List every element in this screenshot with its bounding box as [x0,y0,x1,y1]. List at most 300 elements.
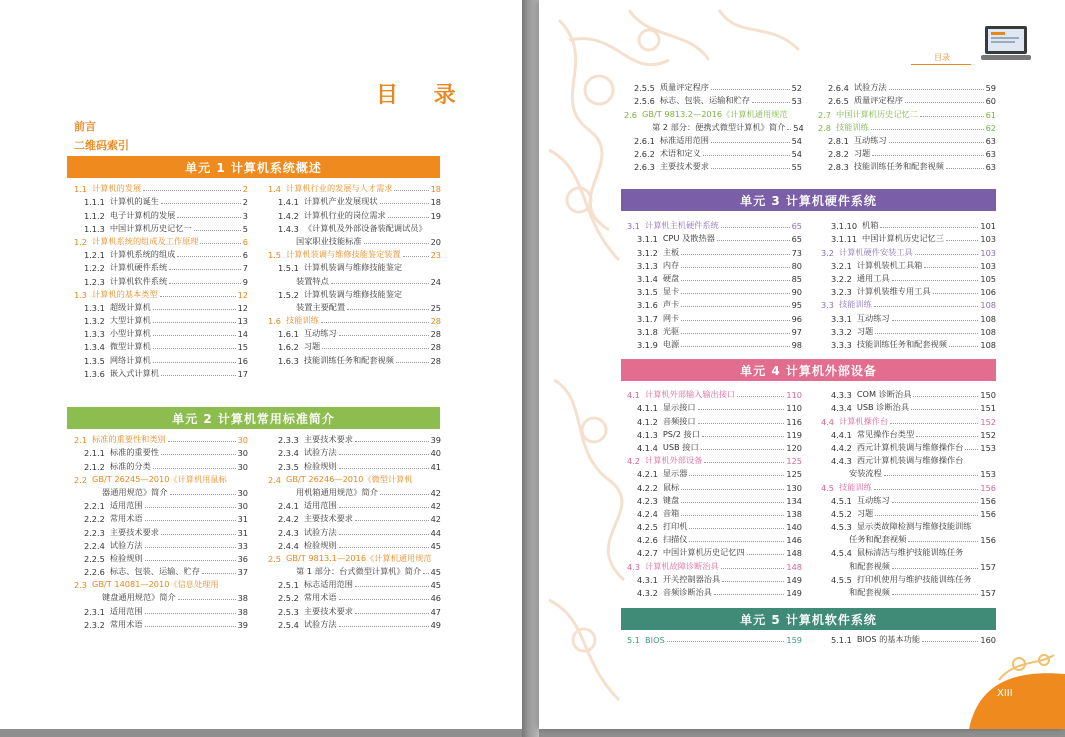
toc-entry-title: 主要技术要求 [303,513,353,524]
toc-entry-title: 中国计算机历史记忆三 [862,233,944,244]
toc-entry-page: 15 [237,342,248,353]
toc-entry-number: 2.1 [74,435,88,446]
toc-entry[interactable] [74,221,248,234]
toc-entry[interactable] [74,472,248,485]
toc-entry[interactable] [821,479,996,492]
toc-entry-title: 打印机使用与维护技能训练任务 [856,573,972,584]
toc-entry[interactable] [268,445,441,458]
toc-entry[interactable] [268,339,441,352]
toc-entry-page: 73 [791,247,802,258]
toc-entry[interactable] [74,326,248,339]
dot-leader [701,449,785,450]
toc-entry[interactable] [627,400,802,413]
toc-entry[interactable] [74,538,248,551]
unit5-band: 单元 5 计算机软件系统 [621,608,996,630]
toc-entry[interactable] [268,300,441,313]
toc-entry[interactable] [818,106,996,119]
toc-entry[interactable] [627,271,802,284]
qrcode-index-entry[interactable]: 二维码索引 [74,139,129,152]
toc-title: 目 录 [376,83,470,108]
toc-entry-number: 2.8.3 [828,162,849,173]
toc-entry-number: 3.3.3 [831,339,852,350]
toc-entry-number: 4.5 [821,482,835,493]
toc-entry[interactable] [268,458,441,471]
toc-entry-title: 显示类故障检测与维修技能训练 [856,521,972,532]
toc-entry[interactable] [268,273,441,286]
toc-entry-number: 3.2.2 [831,273,852,284]
toc-entry-number: 3.1.11 [831,234,858,245]
toc-entry[interactable] [627,297,802,310]
toc-entry[interactable] [821,244,996,257]
toc-entry-page: 38 [237,593,248,604]
toc-entry[interactable] [821,400,996,413]
toc-entry[interactable] [74,603,248,616]
preface-entry[interactable]: 前言 [74,120,96,133]
toc-entry-number: 1.5 [268,250,282,261]
toc-entry[interactable] [74,260,248,273]
toc-entry-number: 1.3.6 [84,368,105,379]
dot-leader [178,599,236,600]
toc-entry-title: 标志适用范围 [303,579,353,590]
toc-entry[interactable] [821,337,996,350]
toc-entry[interactable] [268,352,441,365]
toc-entry[interactable] [821,258,996,271]
toc-entry-number: 2.4.2 [278,514,299,525]
toc-entry[interactable] [821,532,996,545]
toc-entry[interactable] [74,234,248,247]
toc-entry-title: 计算机操作台 [839,415,889,426]
dot-leader [892,320,979,321]
toc-entry-title: 标志、包装、运输、贮存 [109,566,200,577]
toc-entry-number: 1.6.1 [278,329,299,340]
toc-entry[interactable] [268,234,441,247]
toc-entry-title: 计算机产业发展现状 [303,196,378,207]
toc-entry-page: 97 [791,326,802,337]
toc-entry-page: 30 [237,448,248,459]
toc-entry[interactable] [74,339,248,352]
dot-leader [681,346,789,347]
toc-entry-page: 12 [237,302,248,313]
toc-entry-number: 2.8.1 [828,135,849,146]
dot-leader [946,168,984,169]
toc-entry[interactable] [627,532,802,545]
toc-entry[interactable] [821,545,996,558]
dot-leader [787,129,791,130]
toc-entry[interactable] [821,440,996,453]
toc-entry-title: 微型计算机 [109,341,151,352]
toc-entry-title: 试验方法 [109,539,143,550]
dot-leader [721,227,790,228]
toc-entry[interactable] [627,258,802,271]
toc-entry-page: 9 [242,276,248,287]
toc-entry-title: 显示器 [662,468,688,479]
toc-entry[interactable] [74,564,248,577]
toc-entry[interactable] [268,538,441,551]
dot-leader [880,227,978,228]
toc-entry-number: 2.6.5 [828,96,849,107]
dot-leader [704,462,784,463]
toc-entry-page: 103 [980,234,996,245]
toc-entry-title: 常用术语 [109,513,143,524]
toc-entry-number: 1.2.3 [84,276,105,287]
dot-leader [169,283,241,284]
toc-entry-page: 6 [242,250,248,261]
toc-entry[interactable] [268,287,441,300]
toc-entry[interactable] [268,472,441,485]
toc-entry-number: 2.5.5 [634,83,655,94]
dot-leader [689,541,784,542]
toc-entry-number: 2.4.3 [278,527,299,538]
dot-leader [889,142,984,143]
toc-entry[interactable] [627,558,802,571]
toc-entry[interactable] [268,326,441,339]
toc-entry-title: 显示接口 [662,402,696,413]
toc-entry[interactable] [627,466,802,479]
toc-entry[interactable] [74,273,248,286]
dot-leader [200,243,240,244]
toc-entry-page: 41 [430,461,441,472]
toc-entry[interactable] [268,617,441,630]
toc-entry[interactable] [74,300,248,313]
unit5-col2 [821,632,996,645]
toc-entry-title: 开关控制器治具 [662,573,721,584]
toc-entry[interactable] [627,453,802,466]
toc-entry-number: 3.2 [821,247,835,258]
toc-entry-title: 计算机硬件安装工具 [839,246,913,257]
dot-leader [161,454,236,455]
dot-leader [681,333,789,334]
toc-entry-title: 标准的重要性 [109,447,159,458]
dot-leader [331,283,429,284]
toc-entry[interactable] [627,427,802,440]
toc-entry-title: 光驱 [662,325,680,336]
toc-entry-title: PS/2 接口 [662,428,700,439]
toc-entry[interactable] [821,632,996,645]
toc-entry-page: 14 [237,329,248,340]
toc-entry-page: 119 [786,429,802,440]
toc-entry-number: 4.2.7 [637,548,658,559]
toc-entry[interactable] [818,159,996,172]
dot-leader [920,116,984,117]
toc-entry-title: 主要技术要求 [659,161,709,172]
dot-leader [924,267,978,268]
toc-entry[interactable] [74,352,248,365]
toc-entry[interactable] [627,632,802,645]
header-rule [911,64,971,65]
toc-entry[interactable] [74,181,248,194]
toc-entry[interactable] [624,120,802,133]
toc-entry-page: 160 [980,635,996,646]
toc-entry-title: 网络计算机 [109,354,151,365]
toc-entry[interactable] [627,337,802,350]
dot-leader [874,489,979,490]
toc-entry[interactable] [74,287,248,300]
toc-entry-page: 53 [791,96,802,107]
toc-entry-title: 互动练习 [303,328,337,339]
toc-entry-title: 计算机故障诊断治具 [645,560,719,571]
toc-entry[interactable] [627,440,802,453]
toc-entry-page: 125 [786,469,802,480]
toc-entry-title: 习题 [856,325,874,336]
toc-entry-number: 2.5.2 [278,593,299,604]
toc-entry-title: 键盘通用规范》简介 [102,592,176,603]
toc-entry-number: 5.1.1 [831,635,852,646]
toc-entry[interactable] [821,466,996,479]
toc-entry-number: 3.1.1 [637,234,658,245]
toc-entry-page: 149 [786,588,802,598]
toc-entry-page: 152 [980,416,996,427]
toc-entry[interactable] [627,218,802,231]
toc-entry[interactable] [627,231,802,244]
toc-entry[interactable] [624,133,802,146]
unit3-col1 [627,218,802,350]
dot-leader [355,613,429,614]
dot-leader [322,348,428,349]
toc-entry[interactable] [627,387,802,400]
toc-entry[interactable] [821,572,996,585]
toc-entry-title: 试验方法 [303,618,337,629]
toc-entry-number: 3.3 [821,300,835,311]
toc-entry-page: 44 [430,527,441,538]
toc-entry[interactable] [268,551,441,564]
toc-entry[interactable] [268,590,441,603]
toc-entry-title: 主要技术要求 [303,434,353,445]
toc-entry[interactable] [268,485,441,498]
toc-entry-title: 技能训练任务和配套视频 [303,354,394,365]
toc-entry-page: 40 [430,448,441,459]
toc-entry-number: 2.2.5 [84,553,105,564]
dot-leader [681,267,789,268]
toc-entry[interactable] [821,297,996,310]
toc-entry[interactable] [821,413,996,426]
dot-leader [339,534,429,535]
toc-entry[interactable] [268,313,441,326]
toc-entry-page: 42 [430,501,441,512]
toc-entry[interactable] [268,577,441,590]
toc-entry[interactable] [818,146,996,159]
toc-entry[interactable] [821,493,996,506]
toc-entry-number: 4.4.2 [831,442,852,453]
toc-entry-page: 37 [237,567,248,578]
toc-entry-page: 63 [985,162,996,173]
toc-entry[interactable] [268,260,441,273]
toc-entry-number: 2.5 [268,553,282,564]
toc-entry-page: 55 [791,162,802,173]
toc-entry-title: 常见操作台类型 [856,428,915,439]
toc-entry[interactable] [74,458,248,471]
toc-entry-number: 4.1.4 [637,442,658,453]
toc-entry[interactable] [818,120,996,133]
toc-entry-page: 31 [237,514,248,525]
toc-entry-number: 1.3.2 [84,316,105,327]
toc-entry-title: 电子计算机的发展 [109,209,176,220]
toc-entry[interactable] [74,247,248,260]
toc-entry[interactable] [74,524,248,537]
dot-leader [143,190,241,191]
toc-entry[interactable] [821,506,996,519]
toc-entry[interactable] [627,413,802,426]
toc-entry[interactable] [268,181,441,194]
toc-entry[interactable] [627,324,802,337]
toc-entry-title: 标准的重要性和类别 [92,434,166,445]
toc-entry[interactable] [821,585,996,598]
toc-entry-title: 习题 [303,341,321,352]
toc-entry-number: 2.8.2 [828,149,849,160]
unit4-col1 [627,387,802,598]
toc-entry-page: 39 [430,435,441,446]
toc-entry-page: 108 [980,300,996,311]
toc-entry[interactable] [627,479,802,492]
toc-entry[interactable] [627,284,802,297]
toc-entry-page: 108 [980,313,996,324]
toc-entry[interactable] [268,564,441,577]
toc-entry[interactable] [74,194,248,207]
toc-entry[interactable] [624,93,802,106]
toc-entry[interactable] [74,551,248,564]
toc-entry-page: 2 [242,197,248,208]
toc-entry[interactable] [74,366,248,379]
toc-entry[interactable] [627,310,802,323]
toc-entry[interactable] [821,324,996,337]
toc-entry[interactable] [74,313,248,326]
toc-entry[interactable] [818,80,996,93]
toc-entry-page: 54 [791,149,802,160]
toc-entry-page: 18 [430,184,441,195]
toc-entry[interactable] [74,207,248,220]
toc-entry-title: 试验方法 [303,526,337,537]
toc-entry-title: 音箱 [662,507,680,518]
toc-entry[interactable] [821,453,996,466]
dot-leader [177,217,240,218]
toc-entry[interactable] [624,80,802,93]
toc-entry[interactable] [74,511,248,524]
toc-entry[interactable] [627,545,802,558]
toc-entry[interactable] [818,133,996,146]
toc-entry-number: 2.6.4 [828,83,849,94]
toc-entry[interactable] [268,221,441,234]
toc-entry[interactable] [268,511,441,524]
toc-entry-number: 4.2 [627,456,641,467]
toc-entry-number: 1.4 [268,184,282,195]
toc-entry-number: 4.4.1 [831,429,852,440]
toc-entry[interactable] [268,498,441,511]
toc-entry-title: 计算机装调与维修技能鉴定 [303,262,403,273]
dot-leader [717,240,790,241]
toc-entry-title: 检验规则 [303,460,337,471]
toc-entry[interactable] [821,218,996,231]
toc-entry-page: 90 [791,287,802,298]
toc-entry-title: GB/T 26246—2010《微型计算机 [286,473,413,484]
toc-entry-page: 140 [786,522,802,533]
toc-entry-page: 96 [791,313,802,324]
toc-entry[interactable] [624,146,802,159]
toc-entry-number: 2.1.1 [84,448,105,459]
toc-entry[interactable] [74,485,248,498]
toc-entry-page: 95 [791,300,802,311]
toc-entry[interactable] [821,558,996,571]
toc-entry-title: 第 2 部分：便携式微型计算机》简介 [652,121,786,132]
toc-entry-title: 计算机装机工具箱 [856,259,923,270]
toc-entry[interactable] [627,244,802,257]
toc-entry[interactable] [627,585,802,598]
toc-entry[interactable] [74,590,248,603]
toc-entry-number: 4.1.2 [637,416,658,427]
dot-leader [689,528,784,529]
dot-leader [711,89,790,90]
toc-entry-number: 3.3.1 [831,313,852,324]
toc-entry[interactable] [821,519,996,532]
toc-entry-title: 标准适用范围 [659,134,709,145]
toc-entry[interactable] [821,427,996,440]
toc-entry-number: 1.1 [74,184,88,195]
dot-leader [875,515,978,516]
toc-entry[interactable] [627,572,802,585]
toc-entry[interactable] [821,310,996,323]
toc-entry-title: GB/T 26245—2010《计算机用鼠标 [92,473,227,484]
toc-entry[interactable] [268,603,441,616]
toc-entry[interactable] [818,93,996,106]
unit3-col2 [821,218,996,350]
toc-entry[interactable] [821,284,996,297]
toc-entry-title: 计算机外部输入输出接口 [645,389,736,400]
toc-entry[interactable] [268,247,441,260]
toc-entry-number: 2.2.4 [84,540,105,551]
toc-entry[interactable] [624,159,802,172]
toc-entry-page: 30 [237,487,248,498]
toc-entry-title: 计算机系统的组成及工作原理 [92,235,199,246]
toc-entry[interactable] [627,506,802,519]
toc-entry[interactable] [74,445,248,458]
toc-entry[interactable] [821,271,996,284]
toc-entry[interactable] [74,498,248,511]
toc-entry-number: 2.6.2 [634,149,655,160]
toc-entry[interactable] [268,207,441,220]
toc-entry-title: 装置主要配置 [296,301,346,312]
toc-entry[interactable] [74,617,248,630]
dot-leader [737,396,784,397]
toc-entry-page: 60 [985,96,996,107]
toc-entry-number: 4.1.3 [637,429,658,440]
continued-col2 [818,80,996,172]
toc-entry-title: 大型计算机 [109,315,151,326]
dot-leader [698,423,785,424]
toc-entry-page: 17 [237,368,248,379]
dot-leader [667,641,785,642]
dot-leader [681,280,789,281]
toc-entry-page: 62 [985,122,996,133]
toc-entry-title: 计算机装调与维修技能鉴定 [303,288,403,299]
dot-leader [168,441,236,442]
toc-entry-number: 4.3.2 [637,588,658,598]
toc-entry[interactable] [624,106,802,119]
toc-entry-number: 1.4.2 [278,210,299,221]
toc-entry-title: 主板 [662,246,680,257]
toc-entry[interactable] [74,432,248,445]
toc-entry[interactable] [268,194,441,207]
toc-entry[interactable] [627,493,802,506]
toc-entry[interactable] [821,387,996,400]
toc-entry[interactable] [268,524,441,537]
toc-entry[interactable] [821,231,996,244]
toc-entry-title: 计算机装维专用工具 [856,286,931,297]
toc-entry[interactable] [268,432,441,445]
toc-entry-number: 4.4 [821,416,835,427]
toc-entry-page: 2 [242,184,248,195]
toc-entry[interactable] [627,519,802,532]
toc-entry[interactable] [74,577,248,590]
dot-leader [681,489,784,490]
dot-leader [161,203,241,204]
